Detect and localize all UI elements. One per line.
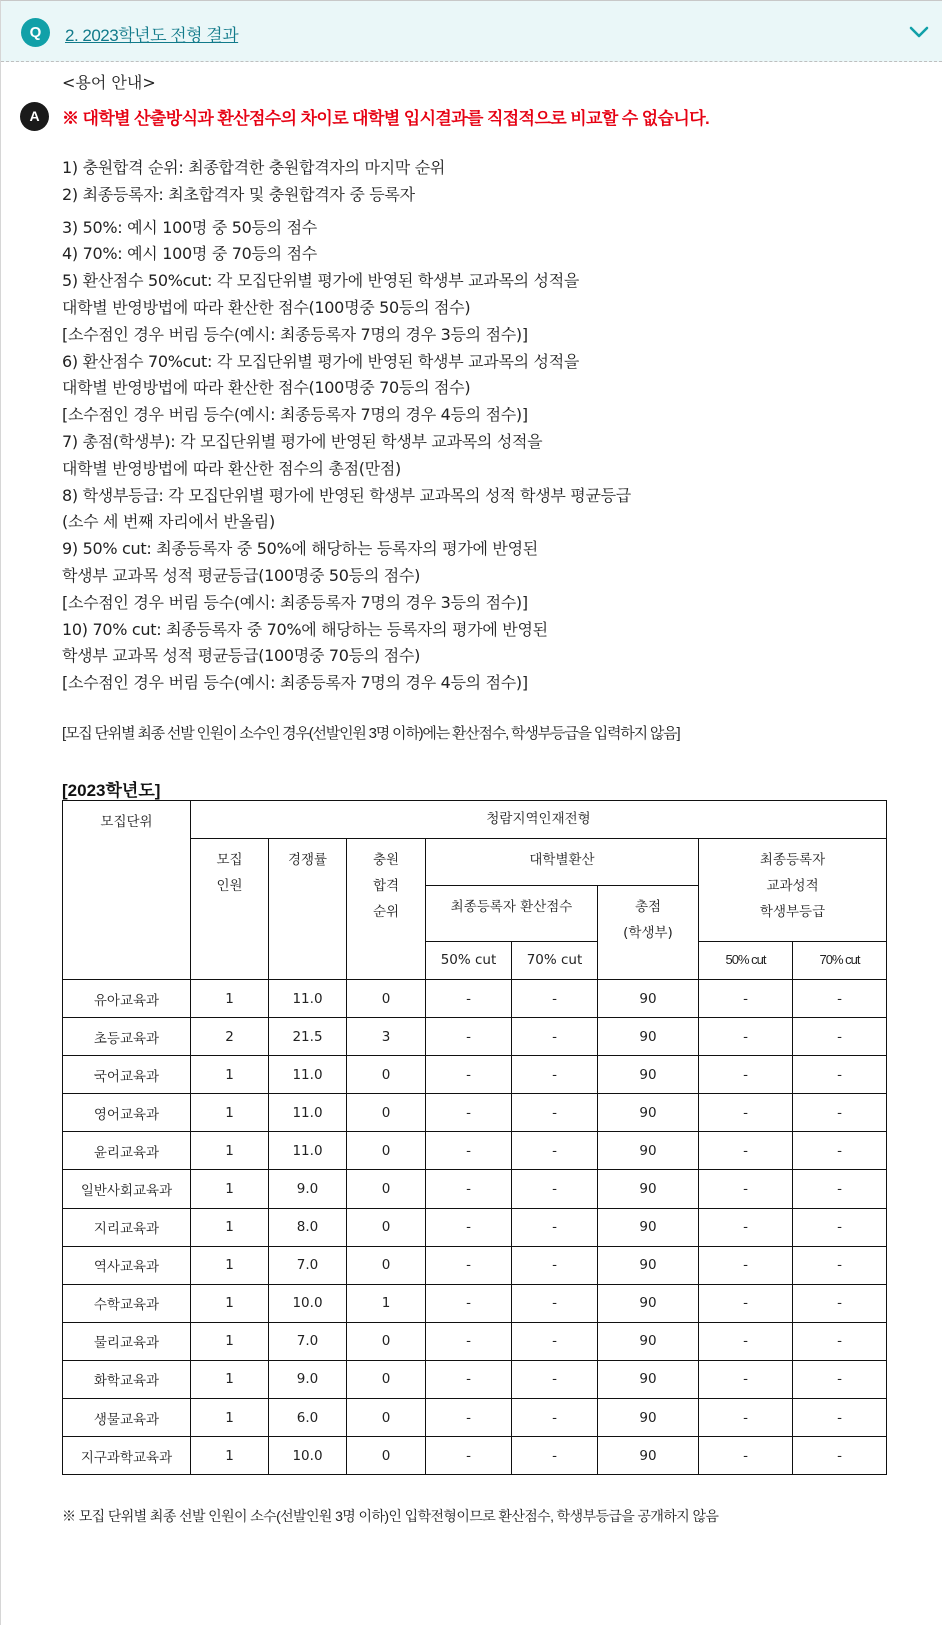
cell-grade-50: - bbox=[699, 1437, 793, 1475]
cell-quota: 1 bbox=[191, 1399, 269, 1437]
cell-grade-50: - bbox=[699, 1094, 793, 1132]
glossary-list bbox=[62, 155, 631, 697]
cell-total: 90 bbox=[598, 1208, 699, 1246]
cell-score-70: - bbox=[512, 1094, 598, 1132]
table-row bbox=[63, 1246, 887, 1284]
cell-grade-50: - bbox=[699, 1170, 793, 1208]
cell-grade-50: - bbox=[699, 1056, 793, 1094]
glossary-line: [소수점인 경우 버림 등수(예시: 최종등록자 7명의 경우 3등의 점수)] bbox=[62, 592, 528, 612]
glossary-line: [소수점인 경우 버림 등수(예시: 최종등록자 7명의 경우 4등의 점수)] bbox=[62, 405, 528, 425]
glossary-line: 10) 70% cut: 최종등록자 중 70%에 해당하는 등록자의 평가에 반영된 bbox=[62, 619, 548, 639]
question-title-link[interactable]: 2. 2023학년도 전형 결과 bbox=[65, 26, 239, 45]
cell-quota: 1 bbox=[191, 1170, 269, 1208]
cell-unit: 윤리교육과 bbox=[63, 1132, 191, 1170]
cell-grade-50: - bbox=[699, 1246, 793, 1284]
cell-total: 90 bbox=[598, 1360, 699, 1398]
cell-competition: 11.0 bbox=[269, 1132, 347, 1170]
cell-total: 90 bbox=[598, 1399, 699, 1437]
cell-score-70: - bbox=[512, 1056, 598, 1094]
cell-unit: 일반사회교육과 bbox=[63, 1170, 191, 1208]
cell-waitlist: 0 bbox=[347, 1322, 426, 1360]
table-row bbox=[63, 980, 887, 1018]
cell-unit: 국어교육과 bbox=[63, 1056, 191, 1094]
header-grade-cut70: 70% cut bbox=[793, 942, 887, 980]
table-row bbox=[63, 1056, 887, 1094]
cell-competition: 10.0 bbox=[269, 1437, 347, 1475]
cell-score-70: - bbox=[512, 1018, 598, 1056]
header-total: 총점 (학생부) bbox=[598, 886, 699, 980]
cell-waitlist: 0 bbox=[347, 1170, 426, 1208]
glossary-line: [소수점인 경우 버림 등수(예시: 최종등록자 7명의 경우 3등의 점수)] bbox=[62, 324, 528, 344]
glossary-line: 2) 최종등록자: 최초합격자 및 충원합격자 중 등록자 bbox=[62, 184, 415, 204]
table-row bbox=[63, 1360, 887, 1398]
glossary-line: 5) 환산점수 50%cut: 각 모집단위별 평가에 반영된 학생부 교과목의 성적을 bbox=[62, 271, 580, 291]
glossary-line: 9) 50% cut: 최종등록자 중 50%에 해당하는 등록자의 평가에 반영된 bbox=[62, 539, 538, 559]
admission-results-table bbox=[62, 800, 887, 1475]
cell-total: 90 bbox=[598, 1056, 699, 1094]
cell-grade-50: - bbox=[699, 980, 793, 1018]
header-quota: 모집 인원 bbox=[191, 839, 269, 980]
cell-grade-70: - bbox=[793, 1056, 887, 1094]
cell-grade-50: - bbox=[699, 1360, 793, 1398]
table-row bbox=[63, 1322, 887, 1360]
header-unit: 모집단위 bbox=[63, 801, 191, 980]
cell-grade-70: - bbox=[793, 1094, 887, 1132]
cell-score-70: - bbox=[512, 980, 598, 1018]
cell-grade-70: - bbox=[793, 1360, 887, 1398]
cell-unit: 지구과학교육과 bbox=[63, 1437, 191, 1475]
cell-score-50: - bbox=[426, 1284, 512, 1322]
cell-waitlist: 0 bbox=[347, 980, 426, 1018]
header-univ-conversion: 대학별환산 bbox=[426, 839, 699, 886]
cell-total: 90 bbox=[598, 980, 699, 1018]
cell-waitlist: 0 bbox=[347, 1056, 426, 1094]
cell-waitlist: 0 bbox=[347, 1246, 426, 1284]
cell-unit: 지리교육과 bbox=[63, 1208, 191, 1246]
table-row bbox=[63, 1132, 887, 1170]
cell-score-70: - bbox=[512, 1360, 598, 1398]
cell-score-70: - bbox=[512, 1208, 598, 1246]
header-grade: 최종등록자 교과성적 학생부등급 bbox=[699, 839, 887, 942]
table-row bbox=[63, 1208, 887, 1246]
glossary-line: 대학별 반영방법에 따라 환산한 점수(100명중 70등의 점수) bbox=[62, 378, 471, 398]
table-row bbox=[63, 1284, 887, 1322]
cell-quota: 1 bbox=[191, 1094, 269, 1132]
cell-grade-70: - bbox=[793, 1208, 887, 1246]
cell-unit: 영어교육과 bbox=[63, 1094, 191, 1132]
cell-unit: 초등교육과 bbox=[63, 1018, 191, 1056]
glossary-line: 7) 총점(학생부): 각 모집단위별 평가에 반영된 학생부 교과목의 성적을 bbox=[62, 431, 543, 451]
cell-score-70: - bbox=[512, 1399, 598, 1437]
header-score-cut50: 50% cut bbox=[426, 942, 512, 980]
cell-grade-50: - bbox=[699, 1132, 793, 1170]
cell-quota: 1 bbox=[191, 1284, 269, 1322]
cell-competition: 8.0 bbox=[269, 1208, 347, 1246]
cell-quota: 1 bbox=[191, 1132, 269, 1170]
cell-grade-70: - bbox=[793, 1322, 887, 1360]
cell-competition: 11.0 bbox=[269, 1056, 347, 1094]
cell-grade-50: - bbox=[699, 1284, 793, 1322]
cell-score-50: - bbox=[426, 980, 512, 1018]
table-row bbox=[63, 1399, 887, 1437]
header-final-score: 최종등록자 환산점수 bbox=[426, 886, 598, 942]
cell-score-50: - bbox=[426, 1094, 512, 1132]
cell-quota: 1 bbox=[191, 1322, 269, 1360]
cell-quota: 1 bbox=[191, 980, 269, 1018]
glossary-line: (소수 세 번째 자리에서 반올림) bbox=[62, 512, 275, 532]
glossary-line: 대학별 반영방법에 따라 환산한 점수(100명중 50등의 점수) bbox=[62, 297, 471, 317]
cell-competition: 10.0 bbox=[269, 1284, 347, 1322]
cell-grade-70: - bbox=[793, 1170, 887, 1208]
cell-unit: 화학교육과 bbox=[63, 1360, 191, 1398]
year-heading: [2023학년도] bbox=[62, 781, 161, 800]
cell-unit: 생물교육과 bbox=[63, 1399, 191, 1437]
cell-waitlist: 0 bbox=[347, 1437, 426, 1475]
cell-grade-70: - bbox=[793, 1399, 887, 1437]
cell-total: 90 bbox=[598, 1094, 699, 1132]
cell-score-50: - bbox=[426, 1170, 512, 1208]
cell-waitlist: 1 bbox=[347, 1284, 426, 1322]
cell-competition: 7.0 bbox=[269, 1246, 347, 1284]
cell-competition: 11.0 bbox=[269, 1094, 347, 1132]
cell-score-50: - bbox=[426, 1437, 512, 1475]
cell-score-50: - bbox=[426, 1056, 512, 1094]
cell-total: 90 bbox=[598, 1246, 699, 1284]
cell-grade-70: - bbox=[793, 1246, 887, 1284]
cell-unit: 물리교육과 bbox=[63, 1322, 191, 1360]
cell-score-50: - bbox=[426, 1246, 512, 1284]
faq-question-header[interactable] bbox=[1, 1, 942, 62]
question-badge-icon: Q bbox=[21, 18, 50, 47]
cell-quota: 2 bbox=[191, 1018, 269, 1056]
table-row bbox=[63, 1170, 887, 1208]
cell-grade-50: - bbox=[699, 1322, 793, 1360]
cell-competition: 9.0 bbox=[269, 1170, 347, 1208]
cell-competition: 21.5 bbox=[269, 1018, 347, 1056]
cell-score-50: - bbox=[426, 1399, 512, 1437]
cell-quota: 1 bbox=[191, 1437, 269, 1475]
cell-quota: 1 bbox=[191, 1360, 269, 1398]
header-track: 청람지역인재전형 bbox=[191, 801, 887, 839]
cell-total: 90 bbox=[598, 1170, 699, 1208]
glossary-line: 6) 환산점수 70%cut: 각 모집단위별 평가에 반영된 학생부 교과목의 성적을 bbox=[62, 351, 580, 371]
cell-grade-50: - bbox=[699, 1208, 793, 1246]
cell-waitlist: 3 bbox=[347, 1018, 426, 1056]
cell-waitlist: 0 bbox=[347, 1132, 426, 1170]
cell-waitlist: 0 bbox=[347, 1360, 426, 1398]
cell-score-70: - bbox=[512, 1284, 598, 1322]
cell-waitlist: 0 bbox=[347, 1208, 426, 1246]
cell-quota: 1 bbox=[191, 1208, 269, 1246]
glossary-line: 8) 학생부등급: 각 모집단위별 평가에 반영된 학생부 교과목의 성적 학생부 평균등급 bbox=[62, 485, 631, 505]
cell-score-50: - bbox=[426, 1360, 512, 1398]
cell-grade-70: - bbox=[793, 1018, 887, 1056]
header-score-cut70: 70% cut bbox=[512, 942, 598, 980]
cell-score-70: - bbox=[512, 1132, 598, 1170]
glossary-line: [소수점인 경우 버림 등수(예시: 최종등록자 7명의 경우 4등의 점수)] bbox=[62, 673, 528, 693]
cell-score-70: - bbox=[512, 1437, 598, 1475]
header-waitlist-rank: 충원 합격 순위 bbox=[347, 839, 426, 980]
cell-total: 90 bbox=[598, 1132, 699, 1170]
cell-score-50: - bbox=[426, 1132, 512, 1170]
cell-quota: 1 bbox=[191, 1056, 269, 1094]
glossary-line: 대학별 반영방법에 따라 환산한 점수의 총점(만점) bbox=[62, 458, 401, 478]
glossary-line: 3) 50%: 예시 100명 중 50등의 점수 bbox=[62, 217, 317, 237]
cell-quota: 1 bbox=[191, 1246, 269, 1284]
cell-competition: 7.0 bbox=[269, 1322, 347, 1360]
table-row bbox=[63, 1437, 887, 1475]
glossary-title: <용어 안내> bbox=[62, 73, 156, 92]
table-row bbox=[63, 1094, 887, 1132]
cell-competition: 9.0 bbox=[269, 1360, 347, 1398]
glossary-line: 1) 충원합격 순위: 최종합격한 충원합격자의 마지막 순위 bbox=[62, 158, 446, 177]
cell-total: 90 bbox=[598, 1437, 699, 1475]
cell-waitlist: 0 bbox=[347, 1399, 426, 1437]
cell-score-70: - bbox=[512, 1170, 598, 1208]
header-competition: 경쟁률 bbox=[269, 839, 347, 980]
cell-grade-50: - bbox=[699, 1018, 793, 1056]
cell-total: 90 bbox=[598, 1322, 699, 1360]
glossary-line: 학생부 교과목 성적 평균등급(100명중 70등의 점수) bbox=[62, 646, 421, 666]
cell-score-50: - bbox=[426, 1018, 512, 1056]
cell-waitlist: 0 bbox=[347, 1094, 426, 1132]
cell-score-50: - bbox=[426, 1208, 512, 1246]
cell-score-50: - bbox=[426, 1322, 512, 1360]
glossary-line: 학생부 교과목 성적 평균등급(100명중 50등의 점수) bbox=[62, 565, 421, 585]
cell-competition: 6.0 bbox=[269, 1399, 347, 1437]
cell-grade-70: - bbox=[793, 980, 887, 1018]
chevron-down-icon[interactable] bbox=[909, 25, 929, 39]
small-unit-note: [모집 단위별 최종 선발 인원이 소수인 경우(선발인원 3명 이하)에는 환산점수, 학생부등급을 입력하지 않음] bbox=[62, 725, 680, 742]
cell-grade-70: - bbox=[793, 1284, 887, 1322]
cell-competition: 11.0 bbox=[269, 980, 347, 1018]
cell-score-70: - bbox=[512, 1246, 598, 1284]
cell-grade-70: - bbox=[793, 1437, 887, 1475]
footer-note: ※ 모집 단위별 최종 선발 인원이 소수(선발인원 3명 이하)인 입학전형이므로 환산점수, 학생부등급을 공개하지 않음 bbox=[62, 1508, 719, 1524]
cell-grade-70: - bbox=[793, 1132, 887, 1170]
comparison-warning: ※ 대학별 산출방식과 환산점수의 차이로 대학별 입시결과를 직접적으로 비교할 수 없습니다. bbox=[62, 109, 710, 128]
header-grade-cut50: 50% cut bbox=[699, 942, 793, 980]
glossary-line: 4) 70%: 예시 100명 중 70등의 점수 bbox=[62, 244, 317, 264]
cell-unit: 역사교육과 bbox=[63, 1246, 191, 1284]
cell-total: 90 bbox=[598, 1284, 699, 1322]
cell-grade-50: - bbox=[699, 1399, 793, 1437]
cell-total: 90 bbox=[598, 1018, 699, 1056]
cell-unit: 유아교육과 bbox=[63, 980, 191, 1018]
answer-badge-icon: A bbox=[20, 102, 49, 131]
cell-unit: 수학교육과 bbox=[63, 1284, 191, 1322]
cell-score-70: - bbox=[512, 1322, 598, 1360]
table-row bbox=[63, 1018, 887, 1056]
